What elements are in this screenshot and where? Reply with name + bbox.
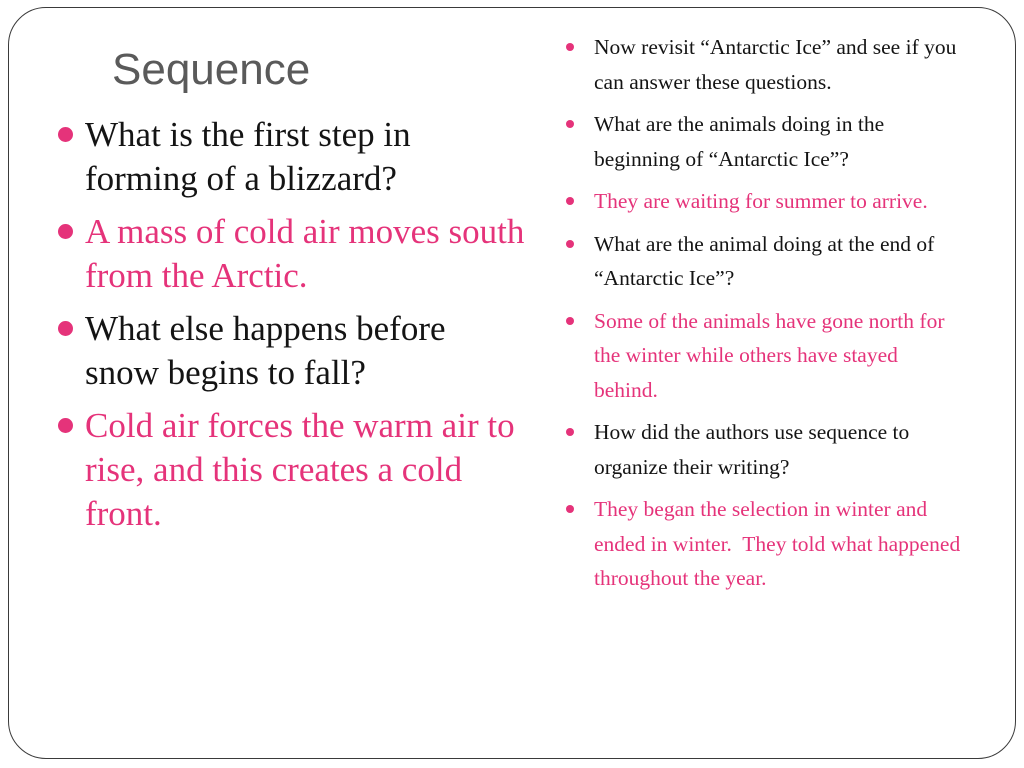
bullet-dot-icon bbox=[566, 43, 574, 51]
right-item-text: Some of the animals have gone north for the winter while others have stayed behind. bbox=[594, 308, 945, 402]
bullet-dot-icon bbox=[58, 418, 73, 433]
left-list-item bbox=[56, 113, 526, 201]
bullet-dot-icon bbox=[566, 505, 574, 513]
left-item-text: What is the first step in forming of a blizzard? bbox=[85, 115, 411, 198]
left-list-item bbox=[56, 404, 526, 536]
left-item-text: Cold air forces the warm air to rise, and this creates a cold front. bbox=[85, 406, 515, 533]
left-item-text: A mass of cold air moves south from the Arctic. bbox=[85, 212, 525, 295]
left-bullet-list bbox=[56, 113, 526, 545]
bullet-dot-icon bbox=[566, 317, 574, 325]
right-list-item bbox=[566, 304, 966, 408]
right-item-text: What are the animals doing in the beginning of “Antarctic Ice”? bbox=[594, 112, 885, 171]
right-bullet-list bbox=[566, 30, 966, 604]
bullet-dot-icon bbox=[58, 321, 73, 336]
right-list-item bbox=[566, 30, 966, 99]
right-item-text: They began the selection in winter and ended in winter. They told what happened throughout the year. bbox=[594, 497, 966, 590]
right-item-text: Now revisit “Antarctic Ice” and see if you can answer these questions. bbox=[594, 35, 957, 94]
right-list-item bbox=[566, 415, 966, 484]
right-list-item bbox=[566, 227, 966, 296]
right-item-text: What are the animal doing at the end of “Antarctic Ice”? bbox=[594, 231, 935, 290]
left-item-text: What else happens before snow begins to fall? bbox=[85, 309, 446, 392]
right-list-item bbox=[566, 107, 966, 176]
bullet-dot-icon bbox=[566, 428, 574, 436]
bullet-dot-icon bbox=[58, 127, 73, 142]
right-list-item bbox=[566, 184, 966, 219]
bullet-dot-icon bbox=[566, 120, 574, 128]
right-list-item bbox=[566, 492, 966, 596]
bullet-dot-icon bbox=[58, 224, 73, 239]
slide-title: Sequence bbox=[112, 45, 311, 94]
bullet-dot-icon bbox=[566, 240, 574, 248]
bullet-dot-icon bbox=[566, 197, 574, 205]
left-list-item bbox=[56, 307, 526, 395]
right-item-text: How did the authors use sequence to organize their writing? bbox=[594, 420, 910, 479]
right-item-text: They are waiting for summer to arrive. bbox=[594, 189, 928, 213]
left-list-item bbox=[56, 210, 526, 298]
